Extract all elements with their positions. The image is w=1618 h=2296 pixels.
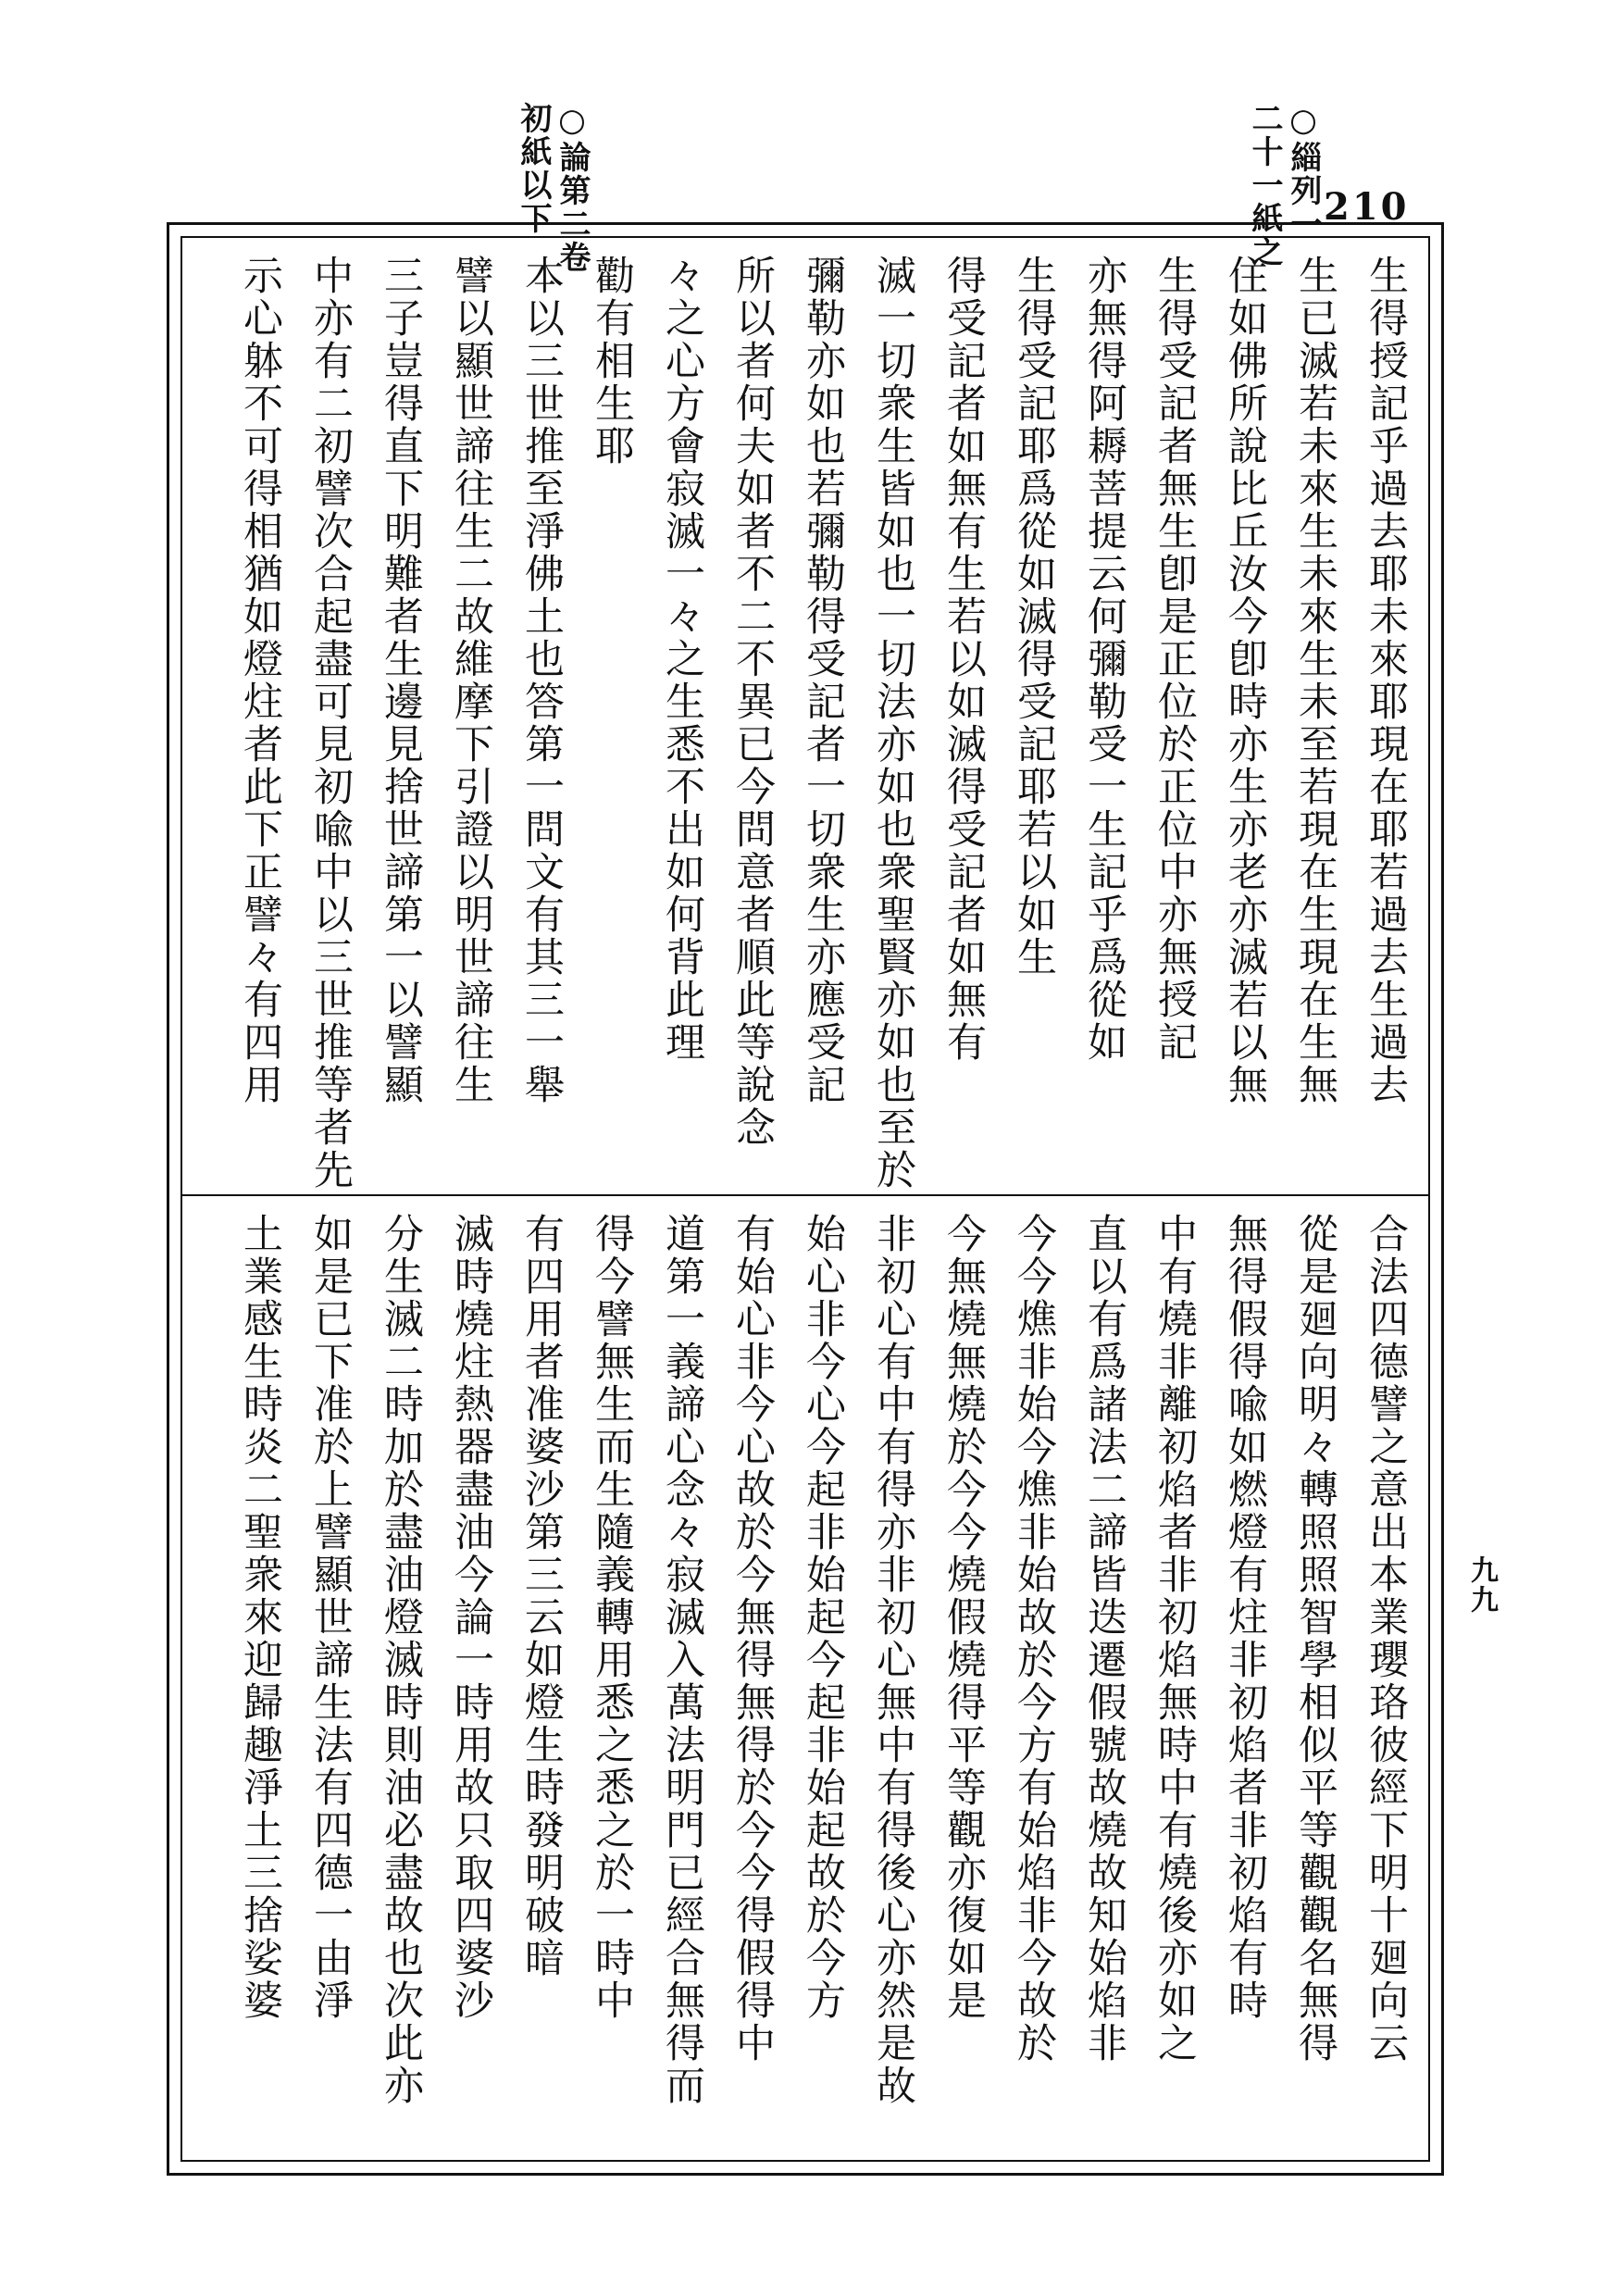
upper-column: 本以三世推至淨佛土也答第一問文有其三一舉 — [518, 255, 565, 1106]
lower-column: 得今譬無生而生隨義轉用悉之悉之於一時中 — [589, 1213, 635, 2022]
header-left-line-1: ○論第二卷 — [554, 102, 591, 274]
lower-column: 如是已下准於上譬顯世諦生法有四德一由淨 — [307, 1213, 354, 2022]
upper-column: 滅一切衆生皆如也一切法亦如也衆聖賢亦如也至於 — [870, 255, 916, 1192]
lower-column: 有始心非今心故於今無得無得於今今得假得中 — [729, 1213, 776, 2065]
header-right-line-1: ○緇列一 — [1285, 102, 1322, 241]
section-divider — [180, 1194, 1430, 1196]
upper-column: 生已滅若未來生未來生未至若現在生現在生無 — [1292, 255, 1338, 1106]
upper-column: 生得授記乎過去耶未來耶現在耶若過去生過去 — [1363, 255, 1409, 1106]
upper-column: 中亦有二初譬次合起盡可見初喩中以三世推等者先 — [307, 255, 354, 1192]
upper-column: 亦無得阿耨菩提云何彌勒受一生記乎爲從如 — [1081, 255, 1127, 1064]
lower-column: 無得假得喩如燃燈有炷非初焰者非初焰有時 — [1222, 1213, 1268, 2022]
upper-column: 々之心方會寂滅一々之生悉不出如何背此理 — [659, 255, 705, 1064]
page-number: 210 — [1324, 185, 1410, 229]
side-page-number: 九九 — [1465, 1555, 1498, 1615]
lower-column: 中有燒非離初焰者非初焰無時中有燒後亦如之 — [1151, 1213, 1198, 2065]
lower-column: 從是廻向明々轉照照智學相似平等觀觀名無得 — [1292, 1213, 1338, 2065]
lower-column: 合法四德譬之意出本業瓔珞彼經下明十廻向云 — [1363, 1213, 1409, 2065]
lower-column: 有四用者准婆沙第三云如燈生時發明破暗 — [518, 1213, 565, 1979]
lower-column: 土業感生時炎二聖衆來迎歸趣淨土三捨娑婆 — [237, 1213, 283, 2022]
upper-column: 示心躰不可得相猶如燈炷者此下正譬々有四用 — [237, 255, 283, 1106]
header-right-line-2: 二十一紙之 — [1246, 102, 1283, 268]
lower-column: 分生滅二時加於盡油燈滅時則油必盡故也次此亦 — [378, 1213, 424, 2107]
lower-column: 滅時燒炷熱器盡油今論一時用故只取四婆沙 — [448, 1213, 494, 2022]
upper-column: 住如佛所說比丘汝今卽時亦生亦老亦滅若以無 — [1222, 255, 1268, 1106]
lower-column: 今今燋非始今燋非始故於今方有始焰非今故於 — [1011, 1213, 1057, 2065]
upper-column: 彌勒亦如也若彌勒得受記者一切衆生亦應受記 — [800, 255, 846, 1106]
header-left-line-2: 初紙以下 — [515, 102, 552, 235]
lower-column: 非初心有中有得亦非初心無中有得後心亦然是故 — [870, 1213, 916, 2107]
lower-column: 直以有爲諸法二諦皆迭遷假號故燒故知始焰非 — [1081, 1213, 1127, 2065]
upper-column: 生得受記者無生卽是正位於正位中亦無授記 — [1151, 255, 1198, 1064]
upper-column: 譬以顯世諦往生二故維摩下引證以明世諦往生 — [448, 255, 494, 1106]
lower-column: 始心非今心今起非始起今起非始起故於今方 — [800, 1213, 846, 2022]
lower-column: 道第一義諦心念々寂滅入萬法明門已經合無得而 — [659, 1213, 705, 2107]
upper-column: 三子豈得直下明難者生邊見捨世諦第一以譬顯 — [378, 255, 424, 1106]
lower-column: 今無燒無燒於今今燒假燒得平等觀亦復如是 — [940, 1213, 987, 2022]
upper-column: 所以者何夫如者不二不異已今問意者順此等說念 — [729, 255, 776, 1149]
upper-column: 得受記者如無有生若以如滅得受記者如無有 — [940, 255, 987, 1064]
upper-column: 勸有相生耶 — [589, 255, 635, 468]
upper-column: 生得受記耶爲從如滅得受記耶若以如生 — [1011, 255, 1057, 979]
